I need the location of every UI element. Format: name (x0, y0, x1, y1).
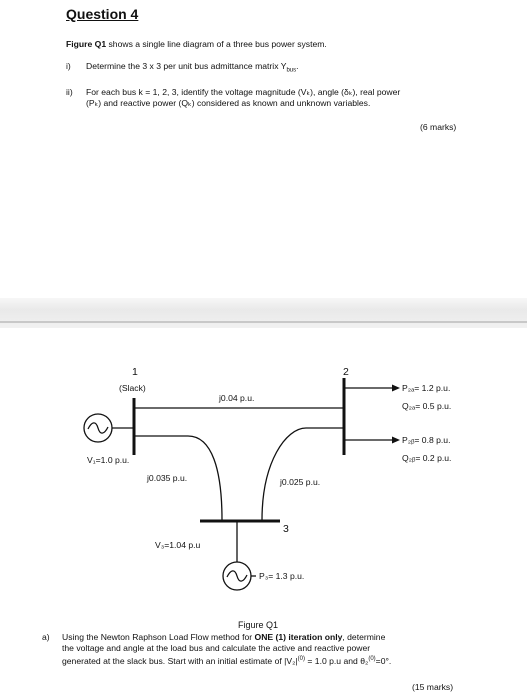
part-a-marks: (15 marks) (412, 682, 454, 692)
part-a-label: a) (42, 632, 50, 642)
item-i-subscript: bus (286, 67, 297, 74)
bus1-slack-label: (Slack) (119, 383, 146, 393)
part-a-line3-end: =0°. (375, 656, 392, 667)
part-a-sup2: (0) (368, 656, 376, 663)
part-a-line3-mid: = 1.0 p.u and θ₂ (305, 656, 369, 667)
generator1-wave-icon (88, 423, 108, 433)
line-1-2-impedance: j0.04 p.u. (219, 393, 255, 403)
arrow-2b-icon (392, 437, 400, 444)
question-title: Question 4 (66, 6, 139, 22)
item-i-body: Determine the 3 x 3 per unit bus admittance matrix Y (86, 61, 287, 71)
item-number: i) (66, 61, 71, 71)
intro-text: shows a single line diagram of a three bus power system. (106, 39, 327, 49)
part-a-sup1: (0) (297, 656, 306, 663)
part-a-line1-end: , determine (342, 632, 386, 642)
bus2-number: 2 (343, 366, 349, 378)
item-number: ii) (66, 87, 73, 97)
load-2a-q: Q₂ₐ= 0.5 p.u. (402, 401, 452, 411)
load-2a-p: P₂ₐ= 1.2 p.u. (402, 383, 451, 393)
load-2b-p: P₂ᵦ= 0.8 p.u. (402, 435, 451, 445)
item-ii-line2: (Pₖ) and reactive power (Qₖ) considered as known and unknown variables. (86, 98, 371, 108)
line-1-3-impedance: j0.035 p.u. (147, 473, 188, 483)
figure-caption: Figure Q1 (238, 620, 279, 630)
line-2-3 (262, 428, 344, 520)
bus1-number: 1 (132, 366, 138, 378)
item-ii-line1: For each bus k = 1, 2, 3, identify the voltage magnitude (Vₖ), angle (δₖ), real power (86, 87, 401, 97)
bus3-power: P₃= 1.3 p.u. (259, 571, 305, 581)
item-i-end: . (296, 61, 299, 71)
part-a-text (62, 632, 474, 667)
generator3-wave-icon (227, 571, 247, 581)
figure-ref: Figure Q1 (66, 39, 107, 49)
bus3-number: 3 (283, 523, 289, 535)
part-a-line1-start: Using the Newton Raphson Load Flow method for (62, 632, 255, 642)
bus1-voltage: V₁=1.0 p.u. (87, 455, 130, 465)
part-a-emphasis: ONE (1) iteration only (254, 632, 343, 642)
line-2-3-impedance: j0.025 p.u. (280, 477, 321, 487)
bus3-voltage: V₃=1.04 p.u (155, 540, 201, 550)
marks-label: (6 marks) (420, 122, 457, 132)
load-2b-q: Q₂ᵦ= 0.2 p.u. (402, 453, 452, 463)
part-a-line3-start: generated at the slack bus. Start with an initial estimate of |V₂| (62, 656, 298, 667)
part-a-line2: the voltage and angle at the load bus and calculate the active and reactive power (62, 643, 371, 654)
arrow-2a-icon (392, 385, 400, 392)
